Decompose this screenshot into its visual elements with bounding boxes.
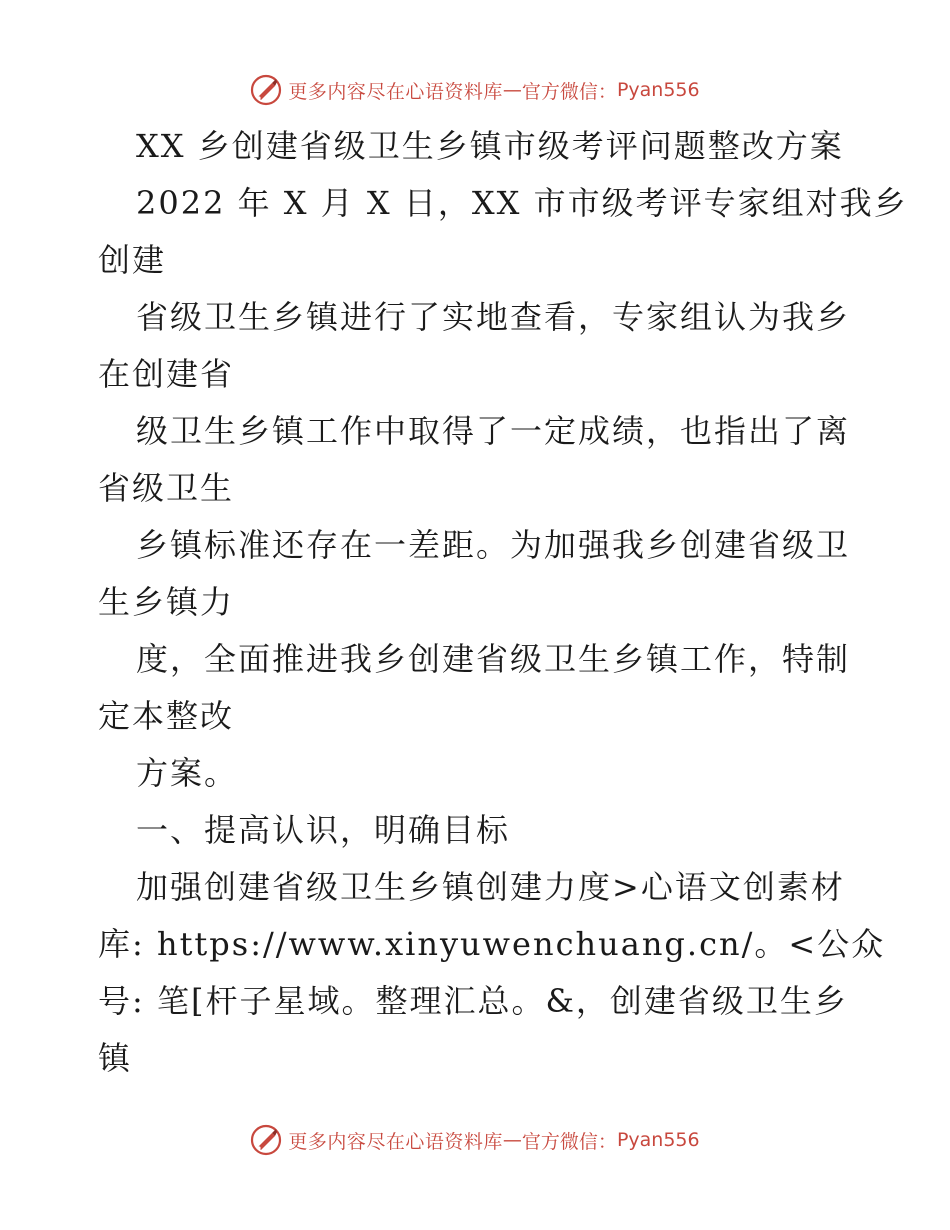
banner-wechat-id: Pyan556 — [616, 79, 700, 101]
paragraph-line: 镇 — [98, 1039, 133, 1077]
paragraph-line: 方案。 — [136, 754, 239, 792]
banner-brand-text: 更多内容尽在心语资料库 — [288, 80, 503, 103]
paragraph-line: 号: 笔[杆子星域。整理汇总。&，创建省级卫生乡 — [98, 982, 848, 1020]
paragraph-line: 2022 年 X 月 X 日，XX 市市级考评专家组对我乡 — [136, 184, 908, 222]
banner-dash: — — [502, 1129, 522, 1151]
paragraph-line: 定本整改 — [98, 697, 235, 735]
footer-banner — [0, 1120, 950, 1160]
document-body — [98, 118, 908, 1087]
paragraph-line: 库: https://www.xinyuwenchuang.cn/。<公众 — [98, 925, 886, 963]
banner-wechat-label: 官方微信： — [521, 80, 617, 103]
quill-pen-logo-icon — [250, 74, 282, 106]
paragraph-line: 度，全面推进我乡创建省级卫生乡镇工作，特制 — [136, 640, 851, 678]
document-title: XX 乡创建省级卫生乡镇市级考评问题整改方案 — [136, 127, 844, 165]
paragraph-line: 创建 — [98, 241, 167, 279]
paragraph-line: 生乡镇力 — [98, 583, 235, 621]
banner-wechat-id: Pyan556 — [616, 1129, 700, 1151]
paragraph-line: 加强创建省级卫生乡镇创建力度>心语文创素材 — [136, 868, 845, 906]
section-heading: 一、提高认识，明确目标 — [136, 811, 511, 849]
banner-wechat-label: 官方微信： — [521, 1130, 617, 1153]
header-banner — [0, 70, 950, 110]
quill-pen-logo-icon — [250, 1124, 282, 1156]
paragraph-line: 省级卫生 — [98, 469, 235, 507]
banner-dash: — — [502, 79, 522, 101]
paragraph-line: 级卫生乡镇工作中取得了一定成绩，也指出了离 — [136, 412, 851, 450]
paragraph-line: 在创建省 — [98, 355, 235, 393]
paragraph-line: 省级卫生乡镇进行了实地查看，专家组认为我乡 — [136, 298, 851, 336]
paragraph-line: 乡镇标准还存在一差距。为加强我乡创建省级卫 — [136, 526, 851, 564]
banner-brand-text: 更多内容尽在心语资料库 — [288, 1130, 503, 1153]
